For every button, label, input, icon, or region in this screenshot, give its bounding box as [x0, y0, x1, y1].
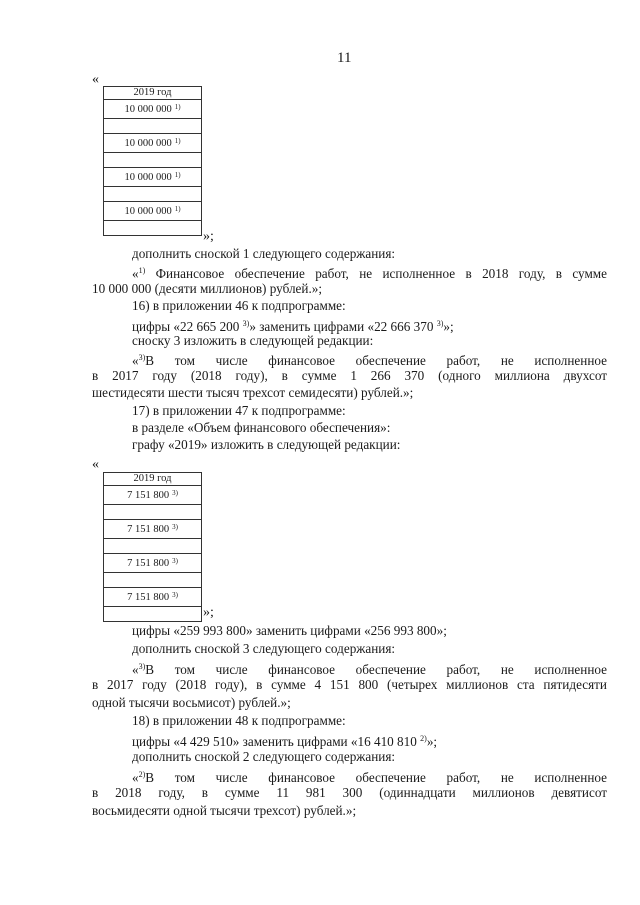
table-cell [104, 220, 202, 236]
table-cell [104, 606, 202, 622]
text-line: шестидесяти шести тысяч трехсот семидесяти) рублей.»; [92, 385, 414, 400]
text-line: 10 000 000 (десяти миллионов) рублей.»; [92, 281, 323, 296]
text-line: в 2017 году (2018 году), в сумме 1 266 370 (одного миллиона двухсот [92, 368, 607, 383]
table-2019-first [103, 86, 202, 236]
text-line: графу «2019» изложить в следующей редакции: [132, 437, 401, 452]
text-line: дополнить сноской 3 следующего содержания: [132, 641, 396, 656]
table-cell: 7 151 800 $^{3)}$ [104, 486, 202, 505]
table-cell [104, 538, 202, 554]
text-line: 18) в приложении 48 к подпрограмме: [132, 713, 346, 728]
text-line: сноску 3 изложить в следующей редакции: [132, 333, 374, 348]
table-cell [104, 118, 202, 134]
table-cell: 10 000 000 $^{1)}$ [104, 100, 202, 119]
page-number: 11 [337, 50, 352, 66]
table-cell: 7 151 800 $^{3)}$ [104, 588, 202, 607]
text-line: дополнить сноской 1 следующего содержания: [132, 246, 396, 261]
table-2019-second [103, 472, 202, 622]
text-line: дополнить сноской 2 следующего содержания: [132, 749, 396, 764]
table-header: 2019 год [104, 473, 202, 486]
text-line: восьмидесяти одной тысячи трехсот) рублей.»; [92, 803, 357, 818]
close-quote-2: »; [203, 605, 214, 620]
text-line: 17) в приложении 47 к подпрограмме: [132, 403, 346, 418]
text-line: в 2017 году (2018 году), в сумме 4 151 800 (четырех миллионов ста пятидесяти [92, 677, 607, 692]
table-cell [104, 186, 202, 202]
table-cell: 10 000 000 $^{1)}$ [104, 168, 202, 187]
close-quote-1: »; [203, 229, 214, 244]
text-line: «$^{1)}$ Финансовое обеспечение работ, не исполненное в 2018 году, в сумме [132, 266, 607, 281]
table-header: 2019 год [104, 87, 202, 100]
text-line: «$^{3)}$В том числе финансовое обеспечение работ, не исполненное [132, 353, 607, 368]
open-quote-2: « [92, 457, 99, 472]
text-line: цифры «4 429 510» заменить цифрами «16 410 810 $^{2)}$»; [132, 734, 438, 749]
text-line: в 2018 году, в сумме 11 981 300 (одиннадцати миллионов девятисот [92, 785, 607, 800]
table-cell [104, 152, 202, 168]
text-line: «$^{3)}$В том числе финансовое обеспечение работ, не исполненное [132, 662, 607, 677]
text-line: 16) в приложении 46 к подпрограмме: [132, 298, 346, 313]
table-cell: 10 000 000 $^{1)}$ [104, 134, 202, 153]
table-cell: 10 000 000 $^{1)}$ [104, 202, 202, 221]
table-cell: 7 151 800 $^{3)}$ [104, 554, 202, 573]
text-line: в разделе «Объем финансового обеспечения»: [132, 420, 391, 435]
table-cell [104, 572, 202, 588]
table-cell: 7 151 800 $^{3)}$ [104, 520, 202, 539]
text-line: «$^{2)}$В том числе финансовое обеспечение работ, не исполненное [132, 770, 607, 785]
text-line: цифры «22 665 200 $^{3)}$» заменить цифрами «22 666 370 $^{3)}$»; [132, 319, 454, 334]
open-quote-1: « [92, 72, 99, 87]
text-line: цифры «259 993 800» заменить цифрами «256 993 800»; [132, 623, 447, 638]
text-line: одной тысячи восьмисот) рублей.»; [92, 695, 291, 710]
table-cell [104, 504, 202, 520]
